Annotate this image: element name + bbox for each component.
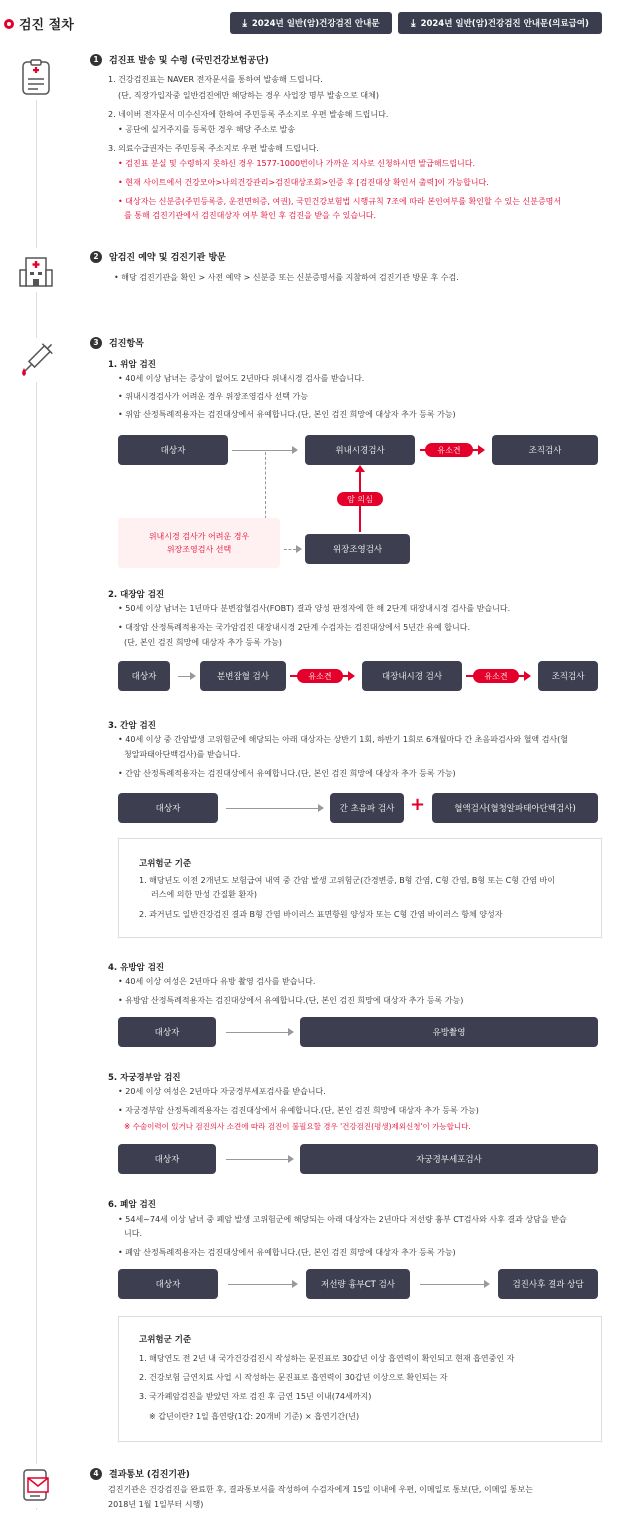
stomach-node-target: 대상자 [118, 435, 228, 465]
colon-line2b: (단, 본인 검진 희망에 대상자 추가 등록 가능) [124, 638, 282, 647]
step-number: 4 [90, 1468, 102, 1480]
stomach-node-endoscopy: 위내시경검사 [305, 435, 415, 465]
cervix-line2: • 자궁경부암 산정특례적용자는 검진대상에서 유예합니다.(단, 본인 검진 희망에 대상자 추가 등록 가능) [118, 1106, 479, 1115]
arrow-icon [292, 446, 298, 454]
lung-criteria-2: 2. 건강보험 금연치료 사업 시 작성하는 문진표로 흡연력이 30갑년 이상으로 확인되는 자 [139, 1373, 448, 1382]
step1-red3a: • 대상자는 신분증(주민등록증, 운전면허증, 여권), 국민건강보험법 시행규칙 7조에 따라 본인여부를 확인할 수 있는 신분증명서 [118, 197, 562, 206]
arrow-line [228, 1284, 292, 1285]
step-number: 2 [90, 251, 102, 263]
lung-criteria-box [118, 1316, 602, 1442]
syringe-icon [14, 338, 58, 382]
breast-node-target: 대상자 [118, 1017, 216, 1047]
stomach-line2: • 위내시경검사가 어려운 경우 위장조영검사 선택 가능 [118, 392, 308, 401]
step1-red2: • 현재 사이트에서 건강모아>나의건강관리>검진대상조회>인증 후 [검진대상 확인서 출력]이 가능합니다. [118, 178, 489, 187]
hospital-icon [14, 248, 58, 292]
stomach-title: 1. 위암 검진 [108, 360, 156, 370]
page-header [0, 0, 637, 40]
colon-node-colonoscopy: 대장내시경 검사 [362, 661, 462, 691]
document-icon [14, 56, 58, 100]
arrow-icon [288, 1155, 294, 1163]
arrow-line [226, 1159, 288, 1160]
download-guide-button[interactable]: ⤓ 2024년 일반(암)건강검진 안내문 [230, 12, 392, 34]
lung-node-consult: 검진사후 결과 상담 [498, 1269, 598, 1299]
liver-node-blood: 혈액검사(혈청알파태아단백검사) [432, 793, 598, 823]
red-arrow-icon [478, 445, 485, 455]
arrow-line [226, 1032, 288, 1033]
colon-pill-finding2: 유소견 [473, 669, 519, 683]
lung-title: 6. 폐암 검진 [108, 1200, 156, 1210]
lung-line1b: 니다. [124, 1229, 142, 1238]
step2-line1: • 해당 검진기관을 확인 > 사전 예약 > 신분증 또는 신분증명서를 지참하여 검진기관 방문 후 수검. [114, 273, 459, 282]
liver-criteria-1b: 러스에 의한 만성 간질환 환자) [151, 890, 258, 899]
lung-criteria-3: 3. 국가폐암검진을 받았던 자로 검진 후 금연 15년 이내(74세까지) [139, 1392, 372, 1401]
stomach-line1: • 40세 이상 남녀는 증상이 없어도 2년마다 위내시경 검사를 받습니다. [118, 374, 365, 383]
colon-node-tissue: 조직검사 [538, 661, 598, 691]
red-arrow-icon [524, 671, 531, 681]
breast-title: 4. 유방암 검진 [108, 963, 165, 973]
step1-line1b: (단, 직장가입자중 일반검진에만 해당하는 경우 사업장 명부 발송으로 대체) [118, 91, 379, 100]
stomach-node-contrast: 위장조영검사 [305, 534, 410, 564]
liver-node-ultrasound: 간 초음파 검사 [330, 793, 404, 823]
download-guide-medical-button[interactable]: ⤓ 2024년 일반(암)건강검진 안내문(의료급여) [398, 12, 602, 34]
cervix-node-target: 대상자 [118, 1144, 216, 1174]
download-icon: ⤓ [242, 17, 247, 29]
cervix-title: 5. 자궁경부암 검진 [108, 1073, 181, 1083]
lung-criteria-title: 고위험군 기준 [139, 1335, 192, 1345]
liver-criteria-box [118, 838, 602, 938]
cervix-node-cytology: 자궁경부세포검사 [300, 1144, 598, 1174]
cervix-note: ※ 수술이력이 있거나 검진의사 소견에 따라 검진이 불필요할 경우 '건강검진(평생)제외신청'이 가능합니다. [124, 1122, 471, 1131]
colon-node-target: 대상자 [118, 661, 170, 691]
step1-line2b: • 공단에 실거주지를 등록한 경우 해당 주소로 발송 [118, 125, 296, 134]
breast-node-mammo: 유방촬영 [300, 1017, 598, 1047]
lung-node-ct: 저선량 흉부CT 검사 [306, 1269, 410, 1299]
stomach-pill-suspect: 암 의심 [337, 492, 383, 506]
breast-line2: • 유방암 산정특례적용자는 검진대상에서 유예합니다.(단, 본인 검진 희망에 대상자 추가 등록 가능) [118, 996, 464, 1005]
colon-title: 2. 대장암 검진 [108, 590, 165, 600]
step-number: 3 [90, 337, 102, 349]
step1-line1: 1. 건강검진표는 NAVER 전자문서를 통하여 발송해 드립니다. [108, 75, 323, 84]
arrow-icon [288, 1028, 294, 1036]
step4-line1: 검진기관은 건강검진을 완료한 후, 결과통보서를 작성하여 수검자에게 15일 이내에 우편, 이메일로 통보(단, 이메일 통보는 [108, 1485, 533, 1494]
arrow-icon [190, 672, 196, 680]
arrow-icon [318, 804, 324, 812]
result-mail-icon [14, 1464, 58, 1508]
arrow-line [420, 1284, 484, 1285]
step-number: 1 [90, 54, 102, 66]
step1-line2: 2. 네이버 전자문서 미수신자에 한하여 주민등록 주소지로 우편 발송해 드립니다. [108, 110, 389, 119]
arrow-icon [296, 545, 302, 553]
step1-heading: 1 검진표 발송 및 수령 (국민건강보험공단) [90, 53, 269, 66]
step4-heading: 4 결과통보 (검진기관) [90, 1467, 190, 1480]
stomach-line3: • 위암 산정특례적용자는 검진대상에서 유예합니다.(단, 본인 검진 희망에 대상자 추가 등록 가능) [118, 410, 456, 419]
lung-criteria-1: 1. 해당연도 전 2년 내 국가건강검진시 작성하는 문진표로 30갑년 이상 흡연력이 확인되고 현재 흡연중인 자 [139, 1354, 515, 1363]
page-title: 검진 절차 [4, 14, 74, 33]
liver-line1: • 40세 이상 중 간암발생 고위험군에 해당되는 아래 대상자는 상반기 1회, 하반기 1회로 6개월마다 간 초음파검사와 혈액 검사(혈 [118, 735, 569, 744]
download-icon: ⤓ [411, 17, 416, 29]
arrow-line [178, 676, 190, 677]
arrow-line [226, 808, 318, 809]
colon-pill-finding1: 유소견 [297, 669, 343, 683]
dashed-arrow-line [284, 549, 296, 550]
step1-red3b: 를 통해 검진기관에서 검진대상자 여부 확인 후 검진을 받을 수 있습니다. [124, 211, 377, 220]
lung-criteria-4: ※ 갑년이란? 1일 흡연량(1갑: 20개비 기준) × 흡연기간(년) [149, 1412, 360, 1421]
step3-heading: 3 검진항목 [90, 336, 144, 349]
red-arrow-icon [348, 671, 355, 681]
plus-icon: + [410, 794, 426, 815]
liver-node-target: 대상자 [118, 793, 218, 823]
liver-title: 3. 간암 검진 [108, 721, 156, 731]
cervix-line1: • 20세 이상 여성은 2년마다 자궁경부세포검사를 받습니다. [118, 1087, 326, 1096]
step1-red1: • 검진표 분실 및 수령하지 못하신 경우 1577-1000번이나 가까운 지사로 신청하시면 발급해드립니다. [118, 159, 476, 168]
arrow-line [232, 450, 292, 451]
step1-line3: 3. 의료수급권자는 주민등록 주소지로 우편 발송해 드립니다. [108, 144, 319, 153]
lung-line1: • 54세~74세 이상 남녀 중 폐암 발생 고위험군에 해당되는 아래 대상자는 2년마다 저선량 흉부 CT검사와 사후 결과 상담을 받습 [118, 1215, 567, 1224]
step4-line1b: 2018년 1월 1일부터 시행) [108, 1500, 204, 1509]
liver-criteria-1a: 1. 해당년도 이전 2개년도 보험급여 내역 중 간암 발생 고위험군(간경변증, B형 간염, C형 간염, B형 또는 C형 간염 바이 [139, 876, 555, 885]
stomach-node-tissue: 조직검사 [492, 435, 598, 465]
stomach-pill-finding: 유소견 [425, 443, 473, 457]
colon-line1: • 50세 이상 남녀는 1년마다 분변잠혈검사(FOBT) 결과 양성 판정자에 한 해 2단계 대장내시경 검사를 받습니다. [118, 604, 511, 613]
liver-line1b: 청알파태아단백검사)를 받습니다. [124, 750, 241, 759]
stomach-note: 위내시경 검사가 어려운 경우 위장조영검사 선택 [118, 518, 280, 568]
liver-criteria-title: 고위험군 기준 [139, 859, 192, 869]
red-up-arrow-icon [355, 465, 365, 472]
breast-line1: • 40세 이상 여성은 2년마다 유방 촬영 검사를 받습니다. [118, 977, 316, 986]
lung-node-target: 대상자 [118, 1269, 218, 1299]
liver-line2: • 간암 산정특례적용자는 검진대상에서 유예합니다.(단, 본인 검진 희망에 대상자 추가 등록 가능) [118, 769, 456, 778]
lung-line2: • 폐암 산정특례적용자는 검진대상에서 유예합니다.(단, 본인 검진 희망에 대상자 추가 등록 가능) [118, 1248, 456, 1257]
location-pin-icon [4, 19, 14, 29]
colon-line2: • 대장암 산정특례적용자는 국가암검진 대장내시경 2단계 수검자는 검진대상에서 5년간 유예 합니다. [118, 623, 470, 632]
arrow-icon [292, 1280, 298, 1288]
arrow-icon [484, 1280, 490, 1288]
colon-node-fobt: 분변잠혈 검사 [200, 661, 286, 691]
liver-criteria-2: 2. 과거년도 일반건강검진 결과 B형 간염 바이러스 표면항원 양성자 또는 C형 간염 바이러스 항체 양성자 [139, 910, 503, 919]
step2-heading: 2 암검진 예약 및 검진기관 방문 [90, 250, 226, 263]
